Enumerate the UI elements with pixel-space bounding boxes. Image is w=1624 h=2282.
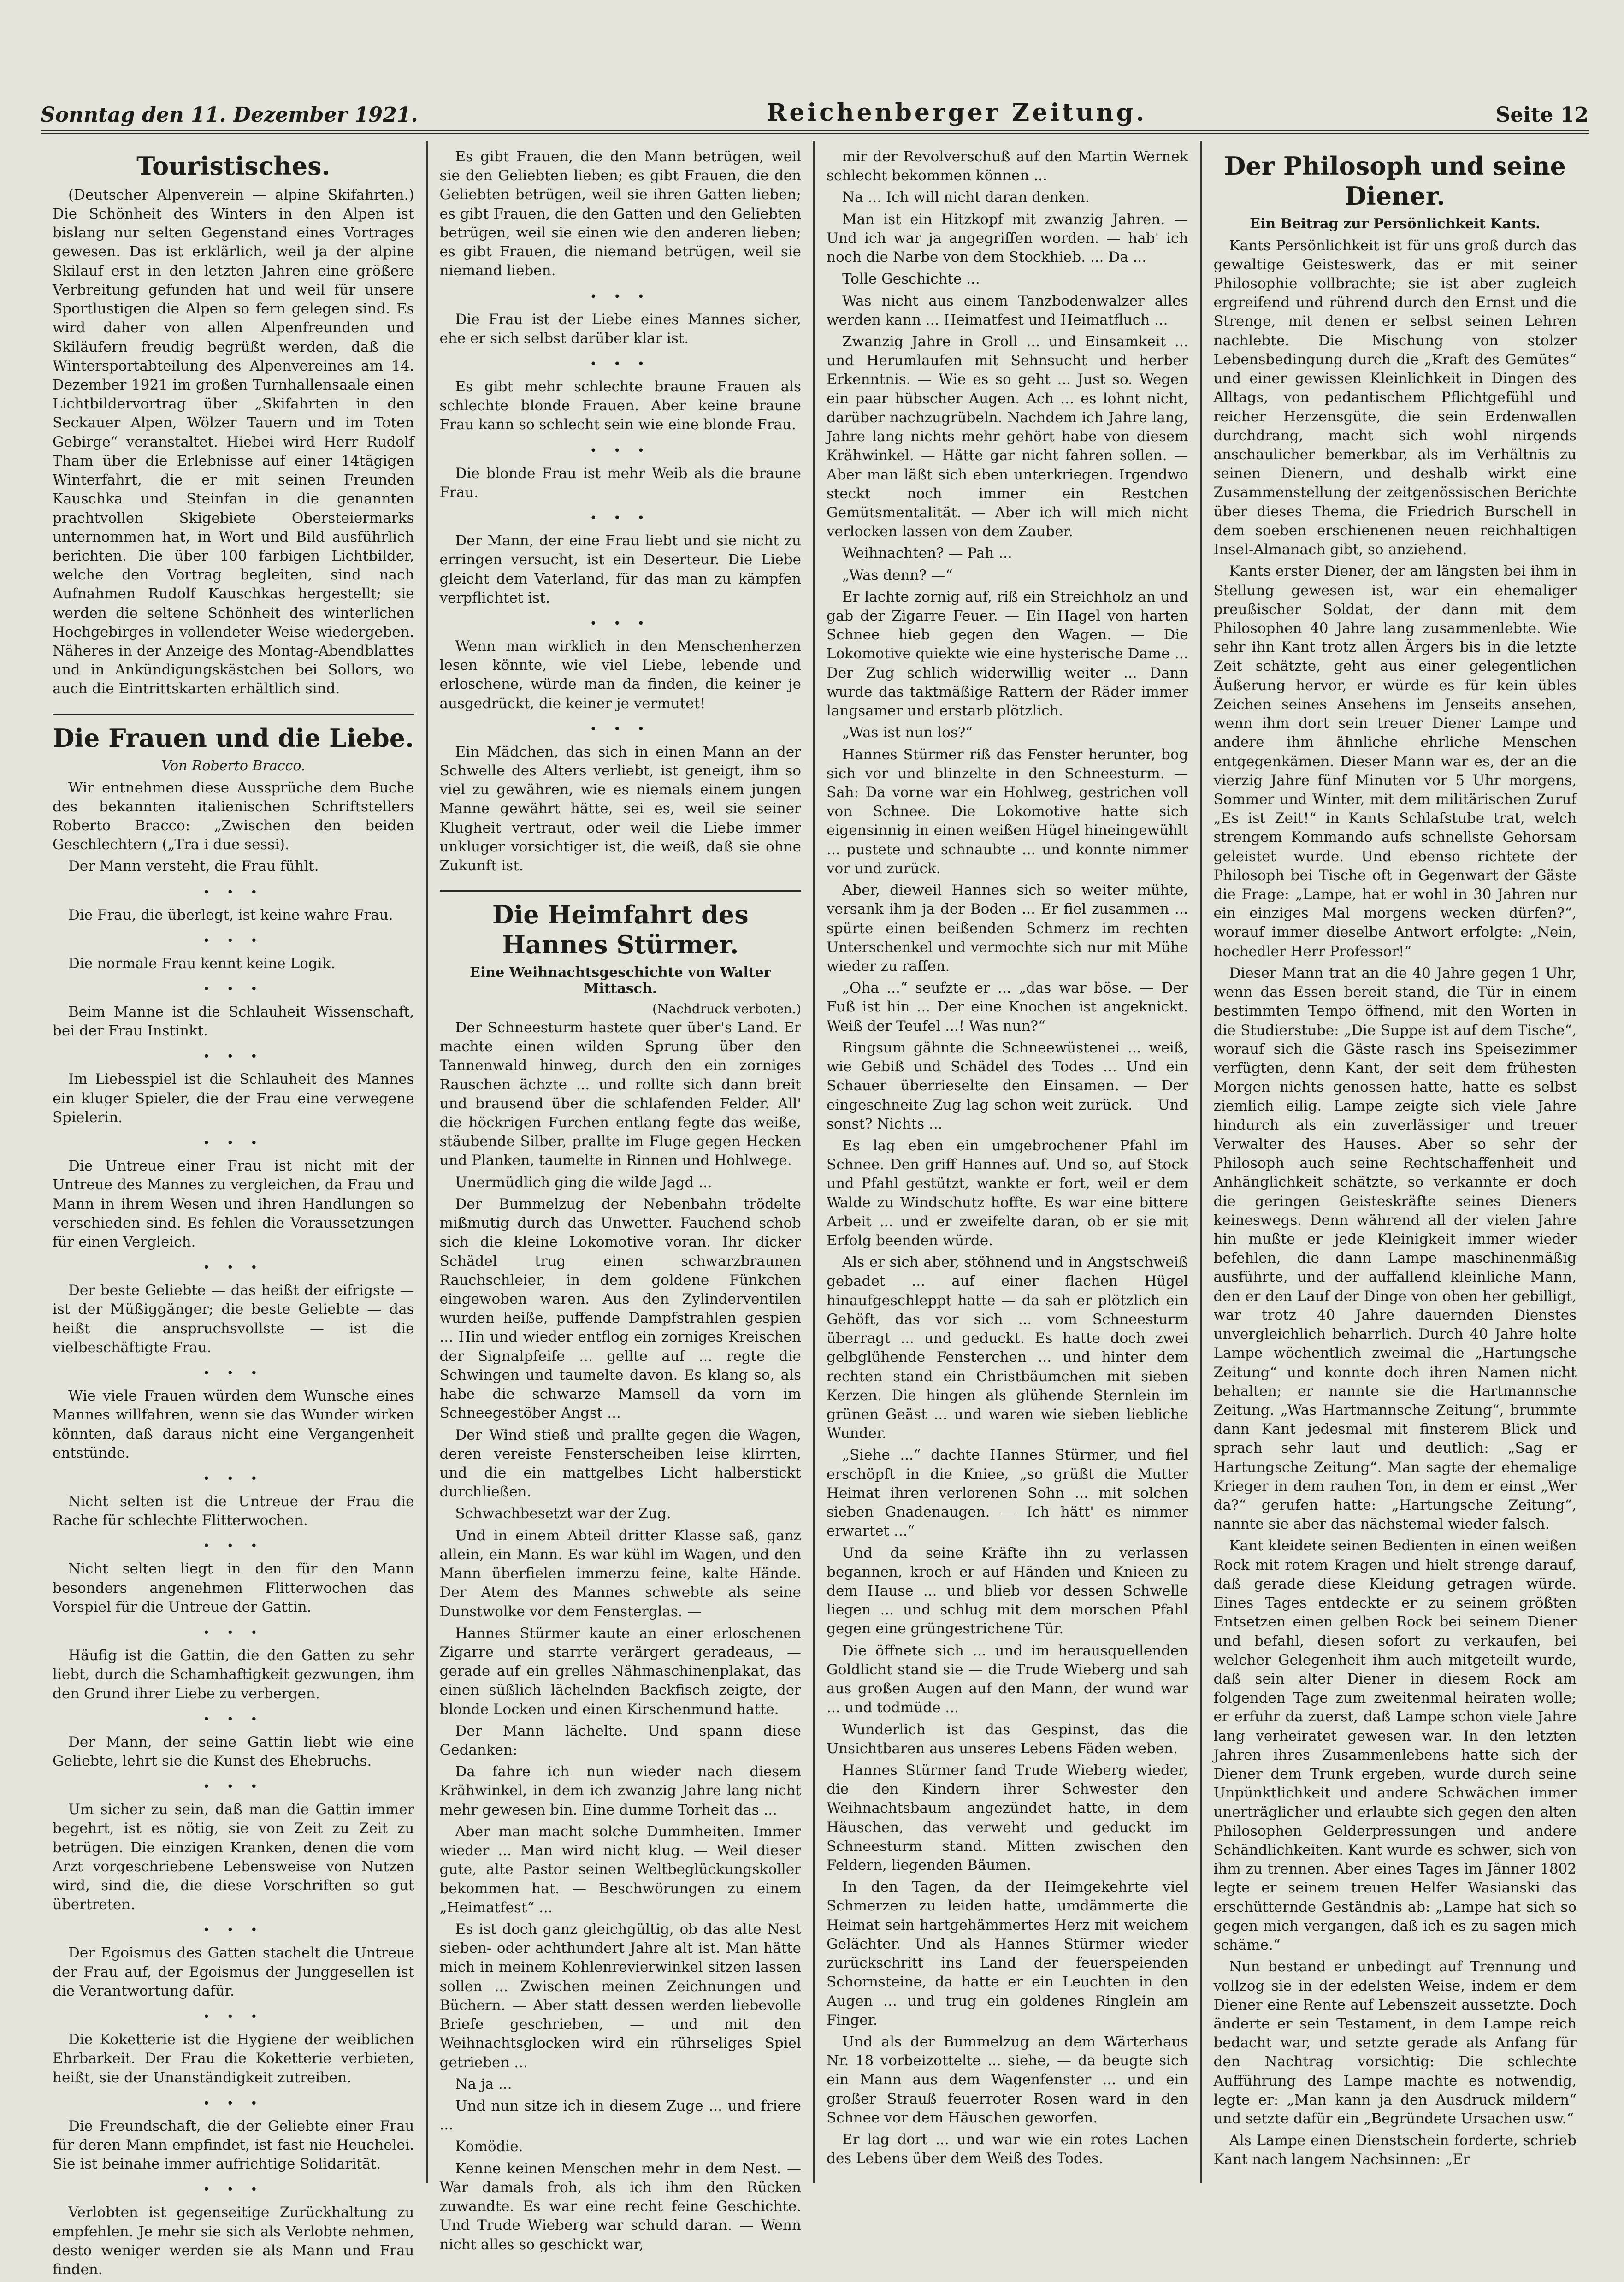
newspaper-page [41,97,1589,2278]
article-title-heimfahrt: Die Heimfahrt des Hannes Stürmer. [492,900,749,960]
paragraph: Die öffnete sich ... und im herausquellenden Goldlicht stand sie — die Trude Wieberg und sah aus großen Augen auf den Mann, der wund war ... und todmüde ... [827,1642,1188,1716]
paragraph: Weihnachten? — Pah ... [842,545,1012,562]
paragraph: Die Koketterie ist die Hygiene der weiblichen Ehrbarkeit. Der Frau die Koketterie verbieten, heißt, sie der Unanständigkeit zutreiben. [53,2031,414,2086]
paragraph: Beim Manne ist die Schlauheit Wissenschaft, bei der Frau Instinkt. [53,1004,414,1040]
paragraph: Wenn man wirklich in den Menschenherzen lesen könnte, wie viel Liebe, lebende und erloschene, würde man da finden, die keiner je ausgedrückt, die keiner je vermutet! [439,638,801,712]
section-ornament: • • • [202,1780,264,1794]
section-ornament: • • • [202,1366,264,1381]
article-body-heimfahrt [440,1018,802,2257]
paragraph: Der Wind stieß und prallte gegen die Wagen, deren vereiste Fensterscheiben leise klirrten, und die ein mattgelbes Licht halberstickt durchließen. [439,1426,801,1501]
paragraph: Nun bestand er unbedingt auf Trennung und vollzog sie in der edelsten Weise, indem er dem Diener eine Rente auf Lebenszeit aussetzte. Doch änderte er sein Testament, in dem Lampe reich bedacht war, und setzte gerade als Anfang für den Nachtrag vorsichtig: Die schlechte Aufführung des Lampe machte es notwendig, legte er: „Man kann ja den Ausdruck mildern“ und setzte dafür ein „Begründete Ursachen usw.“ [1213,1958,1577,2128]
paragraph: Der Mann versteht, die Frau fühlt. [68,858,319,875]
article-intro: Wir entnehmen diese Aussprüche dem Buche des bekannten italienischen Schriftstellers Roberto Bracco: „Zwischen den beiden Geschlechtern („Tra i due sessi). [53,779,414,853]
article-divider [440,890,802,892]
paragraph: Hannes Stürmer fand Trude Wieberg wieder, die den Kindern ihrer Schwester den Weihnachtsbaum angezündet hatte, in dem Häuschen, das verweht und geduckt im Schneesturm stand. Mitten zwischen den Feldern, liegenden Bäumen. [827,1762,1188,1874]
section-ornament: • • • [202,2183,264,2197]
paragraph: Na ja ... [455,2075,512,2093]
paragraph: Wunderlich ist das Gespinst, das die Unsichtbaren aus unseres Lebens Fäden weben. [827,1721,1188,1757]
section-ornament: • • • [202,885,264,899]
article-columns [41,141,1589,2278]
section-ornament: • • • [590,511,651,526]
paragraph: Komödie. [455,2138,523,2155]
paragraph: Der Schneesturm hastete quer über's Land. Er machte einen wilden Sprung über den Tannenwald hinweg, durch den ein zorniges Rauschen ächzte ... und rollte sich dann breit und brausend über die schlafenden Felder. All' die höckrigen Furchen entlang fegte das weiße, stäubende Silber, prallte im Fluge gegen Hecken und Planken, taumelte in Rinnen und Hohlwege. [439,1019,801,1169]
article-title-philosoph: Der Philosoph und seine Diener. [1224,151,1566,211]
paragraph: Es lag eben ein umgebrochener Pfahl im Schnee. Den griff Hannes auf. Und so, auf Stock und Pfahl gestützt, wankte er fort, weil er dem Walde zu Windschutz hoffte. Es war eine bittere Arbeit ... und er zweifelte daran, ob er sie mit Erfolg beenden würde. [827,1137,1188,1249]
paragraph: Der Mann, der seine Gattin liebt wie eine Geliebte, lehrt sie die Kunst des Ehebruchs. [53,1733,414,1769]
paragraph: Da fahre ich nun wieder nach diesem Krähwinkel, in dem ich zwanzig Jahre lang nicht mehr gewesen bin. Eine dumme Torheit das ... [439,1763,801,1818]
paragraph: In den Tagen, da der Heimgekehrte viel Schmerzen zu leiden hatte, umdämmerte die Heimat sein hartgehämmertes Herz mit weichem Gelächter. Und als Hannes Stürmer wieder zurückschritt ins Land der feuerspeienden Schornsteine, da hatte er ein Leuchten in den Augen ... und trug ein goldenes Ringlein am Finger. [827,1879,1188,2028]
paragraph: Um sicher zu sein, daß man die Gattin immer begehrt, ist es nötig, sie von Zeit zu Zeit zu betrügen. Die einzigen Kranken, denen die vom Arzt vorgeschriebene Lebensweise von Nutzen wird, sind die, die diese Vorschriften so gut übertreten. [53,1801,414,1913]
masthead [41,97,1589,134]
paragraph: „Was ist nun los?“ [842,724,973,741]
section-ornament: • • • [202,1136,264,1151]
paragraph: „Siehe ...“ dachte Hannes Stürmer, und fiel erschöpft in die Kniee, „so grüßt die Mutter Heimat ihren verlorenen Sohn ... mit solchen sieben Gnadenaugen. — Ich hätt' es nimmer erwartet ...“ [827,1447,1188,1540]
paragraph: Er lachte zornig auf, riß ein Streichholz an und gab der Zigarre Feuer. — Ein Hagel von harten Schnee hieb gegen den Wagen. — Die Lokomotive quiekte wie eine hysterische Dame ... Der Zug schlich widerwillig weiter ... Dann wurde das taktmäßige Rattern der Räder immer langsamer und erstarb plötzlich. [827,588,1188,720]
paragraph: Er lag dort ... und war wie ein rotes Lachen des Lebens über dem Weiß des Todes. [827,2131,1188,2167]
paragraph: Schwachbesetzt war der Zug. [455,1505,671,1522]
paragraph: (Deutscher Alpenverein — alpine Skifahrten.) Die Schönheit des Winters in den Alpen ist bislang nur selten Gegenstand eines Vortrages gewesen. Das ist erklärlich, weil ja der alpine Skilauf erst in den letzten Jahren eine größere Verbreitung gefunden hat und weil für unsere Sportlustigen die Alpen so fern gelegen sind. Es wird daher von allen Alpenfreunden und Skiläufern freudig begrüßt werden, daß die Wintersportabteilung des Alpenvereines am 14. Dezember 1921 im großen Turnhallensaale einen Lichtbildervortrag über „Skifahrten in den Seckauer Alpen, Wölzer Tauern und im Toten Gebirge“ veranstaltet. Hiebei wird Herr Rudolf Tham über die Erlebnisse auf einer 14tägigen Winterfahrt, die er mit seinen Freunden Kauschka und Steinfan in die genannten prachtvollen Skigebiete Obersteiermarks unternommen hat, in Wort und Bild ausführlich berichten. Die über 100 farbigen Lichtbilder, welche den Vortrag begleiten, sind nach Aufnahmen Rudolf Kauschkas hergestellt; sie werden die seltene Schönheit des winterlichen Hochgebirges in vollendeter Weise wiedergeben. Näheres in der Anzeige des Montag-Abendblattes und in Ankündigungskästchen bei Sollors, wo auch die Eintrittskarten erhältlich sind. [53,186,414,698]
column-2 [428,141,815,2253]
paragraph: Der Mann, der eine Frau liebt und sie nicht zu erringen versucht, ist ein Deserteur. Die Liebe gleicht dem Vaterland, für das man zu kämpfen verpflichtet ist. [439,532,801,606]
section-ornament: • • • [590,290,651,304]
article-body-heimfahrt-continued [827,148,1188,2171]
paragraph: Aber, dieweil Hannes sich so weiter mühte, versank ihm ja der Boden ... Er fiel zusammen ... spürte einen beißenden Schmerz im rechten Unterschenkel und vermochte sich nur mit Mühe wieder zu raffen. [827,882,1188,975]
paragraph: Na ... Ich will nicht daran denken. [842,189,1090,206]
section-ornament: • • • [202,1261,264,1275]
page-number: Seite 12 [1495,103,1589,127]
paragraph: Hannes Stürmer kaute an einer erloschenen Zigarre und starrte verärgert geradeaus, — gerade auf ein grelles Nähmaschinenplakat, das einen süßlich lächelnden Backfisch zeigte, der blonde Locken und einen Kirschenmund hatte. [439,1625,801,1718]
paragraph: Die Freundschaft, die der Geliebte einer Frau für deren Mann empfindet, ist fast nie Heuchelei. Sie ist beinahe immer aufrichtige Solidarität. [53,2117,414,2173]
paragraph: Kants Persönlichkeit ist für uns groß durch das gewaltige Geisteswerk, das er mit seiner Philosophie vollbrachte; sie ist aber zugleich ergreifend und rührend durch den Ernst und die Strenge, mit denen er selbst seinen Lehren nachlebte. Die Mischung von stolzer Lebensbedingung durch die „Kraft des Gemütes“ und einer gewissen Kleinlichkeit in Dingen des Alltags, von pedantischem Pflichtgefühl und reicher Herzensgüte, die sein Erdenwallen durchdrang, macht sich wohl nirgends anschaulicher bemerkbar, als im Verhältnis zu seinen Dienern, und deshalb wirkt eine Zusammenstellung der zeitgenössischen Berichte über dieses Thema, die Friedrich Burschell in dem soeben erschienenen neuen reichhaltigen Insel-Almanach gibt, so anziehend. [1213,237,1577,558]
paragraph: Man ist ein Hitzkopf mit zwanzig Jahren. — Und ich war ja angegriffen worden. — hab' ich noch die Narbe von dem Stockhieb. ... Da ... [827,211,1188,266]
article-subtitle: Ein Beitrag zur Persönlichkeit Kants. [1250,215,1541,232]
paragraph: Und als der Bummelzug an dem Wärterhaus Nr. 18 vorbeizottelte ... siehe, — da beugte sich ein Mann aus dem Wagenfenster ... und ein großer Strauß feuerroter Rosen ward in den Schnee vor dem Häuschen geworfen. [827,2034,1188,2126]
paragraph: Als Lampe einen Dienstschein forderte, schrieb Kant nach langem Nachsinnen: „Er [1213,2132,1577,2168]
paragraph: Kants erster Diener, der am längsten bei ihm in Stellung gewesen ist, war ein ehemaliger preußischer Soldat, der dann mit dem Philosophen 40 Jahre lang zusammenlebte. Wie sehr ihn Kant trotz allen Ärgers bis in die letzte Zeit schätzte, geht aus einer gelegentlichen Äußerung hervor, er würde es für kein übles Zeichen seines Ansehens im Jenseits ansehen, wenn ihm dort sein treuer Diener Lampe und andere ihm ähnliche ehrliche Menschen entgegenkämen. Dieser Mann war es, der an die vierzig Jahre fünf Minuten vor 5 Uhr morgens, Sommer und Winter, mit dem militärischen Zuruf „Es ist Zeit!“ in Kants Schlafstube trat, welch strengem Kommando aufs schnellste Gehorsam geleistet wurde. Und ebenso richtete der Philosoph bei Tische oft in Gegenwart der Gäste die Frage: „Lampe, hat er wohl in 30 Jahren nur ein einziges Mal morgens wecken dürfen?“, worauf immer dieselbe Antwort erfolgte: „Nein, hochedler Herr Professor!“ [1213,563,1577,960]
paragraph: Zwanzig Jahre in Groll ... und Einsamkeit ... und Herumlaufen mit Sehnsucht und herber Erkenntnis. — Wie es so geht ... Just so. Wegen ein paar hübscher Augen. Ach ... es lohnt nicht, darüber nachzugrübeln. Nachdem ich Jahre lang, Jahre lang nichts mehr gehört habe von diesem Krähwinkel. — Hätte gar nicht fahren sollen. — Aber man läßt sich eben unterkriegen. Irgendwo steckt noch immer ein Restchen Gemütsmentalität. — Aber ich will mich nicht verlocken lassen von dem Zauber. [827,333,1188,540]
paragraph: Im Liebesspiel ist die Schlauheit des Mannes ein kluger Spieler, die der Frau eine verwegene Spielerin. [53,1071,414,1126]
issue-date: Sonntag den 11. Dezember 1921. [41,103,418,127]
paragraph: Kenne keinen Menschen mehr in dem Nest. — War damals froh, als ich ihm den Rücken zuwandte. Es war eine recht feine Geschichte. Und Trude Wieberg war schuld daran. — Wenn nicht alles so geschickt war, [439,2160,801,2253]
paragraph: Die Frau, die überlegt, ist keine wahre Frau. [68,906,393,923]
paragraph: Ringsum gähnte die Schneewüstenei ... weiß, wie Gebiß und Schädel des Todes ... Und ein Schauer überrieselte den Einsamen. — Der eingeschneite Zug lag schon weit zurück. — Und sonst? Nichts ... [827,1039,1188,1132]
section-ornament: • • • [590,616,651,631]
section-ornament: • • • [202,2010,264,2024]
column-3 [815,141,1202,2183]
paragraph: Der Egoismus des Gatten stachelt die Untreue der Frau auf, der Egoismus der Junggesellen ist die Verantwortung dafür. [53,1945,414,1999]
section-ornament: • • • [202,1539,264,1554]
article-byline: Von Roberto Bracco. [161,757,306,774]
paragraph: Es gibt Frauen, die den Mann betrügen, weil sie den Geliebten lieben; es gibt Frauen, die den Geliebten betrügen, weil sie ihren Gatten lieben; es gibt Frauen, die den Gatten und den Geliebten betrügen, weil sie einen wie den anderen lieben; es gibt Frauen, die niemand betrügen, weil sie niemand lieben. [439,148,801,279]
paragraph: Es ist doch ganz gleichgültig, ob das alte Nest sieben- oder achthundert Jahre alt ist. Man hätte mich in meinem Kohlenrevierwinkel sitzen lassen sollen ... Zwischen meinen Zeichnungen und Büchern. — Aber statt dessen werden liebevolle Briefe geschrieben, — und mit den Weihnachtsglocken wird ein rührseliges Spiel getrieben ... [439,1921,801,2071]
paragraph: Als er sich aber, stöhnend und in Angstschweiß gebadet ... auf einer flachen Hügel hinaufgeschleppt hatte — da sah er plötzlich ein Gehöft, das vor sich ... vom Schneesturm überragt ... und geduckt. Es hatte doch zwei gelbglühende Fensterchen ... und hinter dem rechten stand ein Christbäumchen mit sieben Kerzen. Die hingen als glühende Sternlein im grünen Geäst ... und waren wie sieben liebliche Wunder. [827,1254,1188,1442]
paragraph: Es gibt mehr schlechte braune Frauen als schlechte blonde Frauen. Aber keine braune Frau kann so schlecht sein wie eine blonde Frau. [439,378,801,433]
newspaper-name: Reichenberger Zeitung. [767,99,1147,127]
paragraph: Häufig ist die Gattin, die den Gatten zu sehr liebt, durch die Schamhaftigkeit gezwungen, ihm den Grund ihrer Liebe zu verbergen. [53,1647,414,1702]
paragraph: Die normale Frau kennt keine Logik. [68,955,336,972]
article-body-touristisches [53,186,414,702]
reprint-note: (Nachdruck verboten.) [652,1001,801,1017]
paragraph: Hannes Stürmer riß das Fenster herunter, bog sich vor und blinzelte in den Schneesturm. — Sah: Da vorne war ein Hohlweg, gestrichen voll von Schnee. Die Lokomotive hatte sich eigensinnig in einen weißen Hügel hineingewühlt ... pustete und schnaubte ... und konnte nimmer vor und zurück. [827,746,1188,877]
article-title-touristisches: Touristisches. [136,151,331,181]
paragraph: Ein Mädchen, das sich in einen Mann an der Schwelle des Alters verliebt, ist geneigt, ihm so viel zu gewähren, wie es niemals einem jungen Manne gewährt hätte, sei es, weil sie seiner Klugheit vertraut, oder weil die Liebe immer unkluger vorsichtiger ist, die weiß, daß sie ohne Zukunft ist. [439,743,801,875]
section-ornament: • • • [202,982,264,997]
article-title-frauen: Die Frauen und die Liebe. [53,723,414,753]
column-1 [41,141,428,2278]
section-ornament: • • • [590,722,651,736]
section-ornament: • • • [202,934,264,948]
paragraph: Die blonde Frau ist mehr Weib als die braune Frau. [439,465,801,501]
paragraph: Unermüdlich ging die wilde Jagd ... [455,1174,712,1191]
paragraph: Verlobten ist gegenseitige Zurückhaltung zu empfehlen. Je mehr sie sich als Verlobte nehmen, desto weniger werden sie als Mann und Frau finden. [53,2204,414,2278]
paragraph: Wie viele Frauen würden dem Wunsche eines Mannes willfahren, wenn sie das Wunder wirken könnten, daß daraus nicht eine Vergangenheit entstünde. [53,1388,414,1461]
section-ornament: • • • [202,1712,264,1726]
section-ornament: • • • [202,1050,264,1064]
paragraph: mir der Revolverschuß auf den Martin Wernek schlecht bekommen können ... [827,148,1188,184]
column-4 [1202,141,1589,2183]
paragraph: Die Untreue einer Frau ist nicht mit der Untreue des Mannes zu vergleichen, da Frau und Mann in ihrem Wesen und ihren Handlungen so verschieden sind. Es fehlen die Voraussetzungen für einen Vergleich. [53,1158,414,1250]
paragraph: „Was denn? —“ [842,567,953,584]
section-ornament: • • • [202,1923,264,1938]
paragraph: Und nun sitze ich in diesem Zuge ... und friere ... [439,2097,801,2134]
section-ornament: • • • [590,357,651,371]
paragraph: Tolle Geschichte ... [842,271,980,288]
paragraph: Der Mann lächelte. Und spann diese Gedanken: [439,1722,801,1759]
paragraph: „Oha ...“ seufzte er ... „das war böse. — Der Fuß ist hin ... Der eine Knochen ist angeknickt. Weiß der Teufel ...! Was nun?“ [827,980,1188,1035]
paragraph: Die Frau ist der Liebe eines Mannes sicher, ehe er sich selbst darüber klar ist. [439,311,801,347]
section-ornament: • • • [590,443,651,458]
paragraph: Und in einem Abteil dritter Klasse saß, ganz allein, ein Mann. Es war kühl im Wagen, und den Mann überfielen immerzu feine, kalte Hände. Der Atem des Mannes schwebte als seine Dunstwolke vor dem Fensterglas. — [439,1527,801,1620]
paragraph: Und da seine Kräfte ihn zu verlassen begannen, kroch er auf Händen und Knieen zu dem Hause ... und blieb vor dessen Schwelle liegen ... und schlug mit dem morschen Pfahl gegen eine grüngestrichene Tür. [827,1544,1188,1638]
section-ornament: • • • [202,1472,264,1486]
paragraph: Was nicht aus einem Tanzbodenwalzer alles werden kann ... Heimatfest und Heimatfluch ... [827,292,1188,328]
article-body-philosoph [1214,236,1577,2172]
paragraph: Kant kleidete seinen Bedienten in einen weißen Rock mit rotem Kragen und hielt strenge darauf, daß gerade diese Kleidung getragen würde. Eines Tages entdeckte er zu seinem größten Entsetzen einen gelben Rock bei seinem Diener und befahl, diesen sofort zu verkaufen, bei welcher Gelegenheit ihm auch mitgeteilt wurde, daß sein alter Diener in diesem Rock am folgenden Tage zum zweitenmal heiraten wolle; er erfuhr da zuerst, daß Lampe schon viele Jahre lang verheiratet gewesen war. In den letzten Jahren ihres Zusammenlebens hatte sich der Diener dem Trunk ergeben, wurde durch seine Unpünktlichkeit und andere Schwächen immer unerträglicher und erlaubte sich gegen den alten Philosophen Gelderpressungen und andere Schändlichkeiten. Kant wurde es schwer, sich von ihm zu trennen. Aber eines Tages im Jänner 1802 legte er seinem treuen Helfer Wasianski das erschütternde Geständnis ab: „Lampe hat sich so gegen mich vergangen, daß ich es zu sagen mich schäme.“ [1213,1537,1577,1954]
paragraph: Nicht selten ist die Untreue der Frau die Rache für schlechte Flitterwochen. [53,1493,414,1529]
paragraph: Aber man macht solche Dummheiten. Immer wieder ... Man wird nicht klug. — Weil dieser gute, alte Pastor seinen Weltbeglückungskoller bekommen hat. — Beschwörungen zu einem „Heimatfest“ ... [439,1823,801,1916]
article-body-frauen [53,857,414,2282]
paragraph: Nicht selten liegt in den für den Mann besonders angenehmen Flitterwochen das Vorspiel für die Untreue der Gattin. [53,1561,414,1615]
paragraph: Der Bummelzug der Nebenbahn trödelte mißmutig durch das Unwetter. Fauchend schob sich die kleine Lokomotive voran. Ihr dicker Schädel trug einen schwarzbraunen Rauchschleier, in dem goldene Fünkchen eingewoben waren. Aus den Zylinderventilen wurden heiße, puffende Dampfstrahlen gespien ... Hin und wieder entflog ein zorniges Kreischen der Signalpfeife ... gellte auf ... regte die Schwingen und taumelte davon. Es klang so, als habe die schwarze Mamsell da vorn im Schneegestöber Angst ... [439,1195,801,1422]
article-subtitle: Eine Weihnachtsgeschichte von Walter Mittasch. [470,964,771,997]
article-divider [53,714,414,715]
article-body-frauen-continued [440,148,802,878]
paragraph: Der beste Geliebte — das heißt der eifrigste — ist der Müßiggänger; die beste Geliebte — das heißt die anspruchsvollste — ist die vielbeschäftigte Frau. [53,1282,414,1356]
section-ornament: • • • [202,2096,264,2111]
section-ornament: • • • [202,1626,264,1640]
paragraph: Dieser Mann trat an die 40 Jahre gegen 1 Uhr, wenn das Essen bereit stand, die Tür in einem bestimmten Tempo öffnend, mit den Worten in die Studierstube: „Die Suppe ist auf dem Tische“, worauf sich die Gäste rasch ins Speisezimmer verfügten, denn Kant, der seit dem frühesten Morgen nichts genossen hatte, hatte es selbst ziemlich eilig. Lampe zeigte sich viele Jahre hindurch als ein zuverlässiger und treuer Verwalter des Hauses. Aber so sehr der Philosoph auch seine Rechtschaffenheit und Anhänglichkeit schätzte, so verkannte er doch die geringen Geisteskräfte seines Dieners keineswegs. Denn während all der vielen Jahre hin mußte er jede Kleinigkeit immer wieder befehlen, die dann Lampe maschinenmäßig ausführte, und der auffallend kleinliche Mann, den er den Lauf der Dinge von oben her gebilligt, war trotz 40 Jahre dauernden Dienstes unvergleichlich beharrlich. Durch 40 Jahre holte Lampe wöchentlich zweimal die „Hartungsche Zeitung“ und konnte doch ihren Namen nicht behalten; er nannte sie die Hartmannsche Zeitung. „Was Hartmannsche Zeitung“, brummte dann Kant jedesmal mit finsterem Blick und sprach sehr laut und deutlich: „Sag er Hartungsche Zeitung“. Man sagte der ehemalige Krieger in dem rauhen Ton, in dem er einst „Wer da?“ gerufen hatte: „Hartungsche Zeitung“, nannte sie aber das nächstemal wieder falsch. [1213,964,1577,1533]
